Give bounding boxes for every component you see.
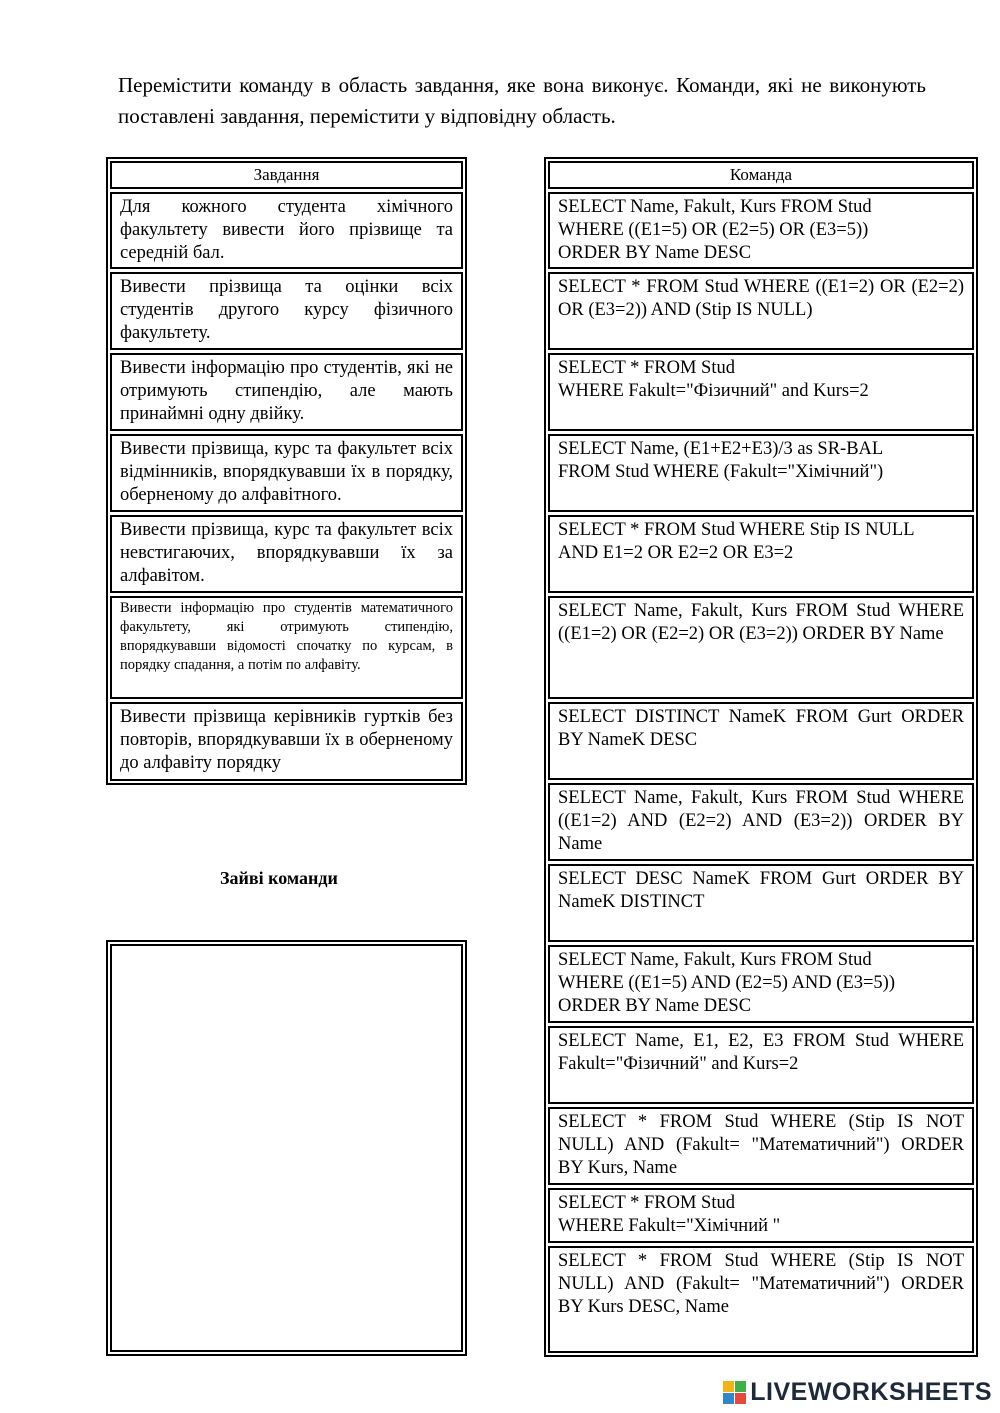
liveworksheets-logo-icon — [723, 1381, 746, 1404]
command-card-10[interactable]: SELECT Name, Fakult, Kurs FROM Stud WHERE ((E1=5) AND (E2=5) AND (E3=5)) ORDER BY Name DESC — [548, 945, 974, 1023]
logo-square-icon — [735, 1393, 746, 1404]
command-card-9[interactable]: SELECT DESC NameK FROM Gurt ORDER BY NameK DISTINCT — [548, 864, 974, 942]
watermark-text: LIVEWORKSHEETS — [750, 1378, 992, 1406]
command-card-2[interactable]: SELECT * FROM Stud WHERE ((E1=2) OR (E2=2) OR (E3=2)) AND (Stip IS NULL) — [548, 272, 974, 350]
task-drop-zone-1[interactable]: Для кожного студента хімічного факультету вивести його прізвище та середній бал. — [110, 192, 463, 269]
task-drop-zone-4[interactable]: Вивести прізвища, курс та факультет всіх відмінників, впорядкувавши їх в порядку, оберненому до алфавітного. — [110, 434, 463, 512]
command-card-5[interactable]: SELECT * FROM Stud WHERE Stip IS NULL AND E1=2 OR E2=2 OR E3=2 — [548, 515, 974, 593]
commands-header: Команда — [548, 161, 974, 189]
command-card-4[interactable]: SELECT Name, (E1+E2+E3)/3 as SR-BAL FROM Stud WHERE (Fakult="Хімічний") — [548, 434, 974, 512]
task-drop-zone-2[interactable]: Вивести прізвища та оцінки всіх студентів другого курсу фізичного факультету. — [110, 272, 463, 350]
command-card-8[interactable]: SELECT Name, Fakult, Kurs FROM Stud WHERE ((E1=2) AND (E2=2) AND (E3=2)) ORDER BY Name — [548, 783, 974, 861]
command-card-12[interactable]: SELECT * FROM Stud WHERE (Stip IS NOT NULL) AND (Fakult= "Математичний") ORDER BY Kurs, Name — [548, 1107, 974, 1185]
command-card-14[interactable]: SELECT * FROM Stud WHERE (Stip IS NOT NULL) AND (Fakult= "Математичний") ORDER BY Kurs DESC, Name — [548, 1246, 974, 1353]
logo-square-icon — [723, 1381, 734, 1392]
command-card-6[interactable]: SELECT Name, Fakult, Kurs FROM Stud WHERE ((E1=2) OR (E2=2) OR (E3=2)) ORDER BY Name — [548, 596, 974, 699]
task-drop-zone-7[interactable]: Вивести прізвища керівників гуртків без повторів, впорядкувавши їх в оберненому до алфавіту порядку — [110, 702, 463, 781]
liveworksheets-watermark — [723, 1378, 992, 1407]
logo-square-icon — [735, 1381, 746, 1392]
command-card-11[interactable]: SELECT Name, E1, E2, E3 FROM Stud WHERE Fakult="Фізичний" and Kurs=2 — [548, 1026, 974, 1104]
extra-commands-label: Зайві команди — [220, 868, 338, 888]
task-drop-zone-6[interactable]: Вивести інформацію про студентів математичного факультету, які отримують стипендію, впорядкувавши відомості спочатку по курсам, в порядку спадання, а потім по алфавіту. — [110, 596, 463, 699]
command-card-1[interactable]: SELECT Name, Fakult, Kurs FROM Stud WHERE ((E1=5) OR (E2=5) OR (E3=5)) ORDER BY Name DESC — [548, 192, 974, 269]
command-card-13[interactable]: SELECT * FROM Stud WHERE Fakult="Хімічний " — [548, 1188, 974, 1243]
task-drop-zone-3[interactable]: Вивести інформацію про студентів, які не отримують стипендію, але мають принаймні одну двійку. — [110, 353, 463, 431]
instructions-text: Перемістити команду в область завдання, яке вона виконує. Команди, які не виконують поставлені завдання, перемістити у відповідну область. — [118, 73, 926, 128]
extra-commands-drop-zone[interactable] — [110, 944, 463, 1352]
command-card-3[interactable]: SELECT * FROM Stud WHERE Fakult="Фізичний" and Kurs=2 — [548, 353, 974, 431]
task-drop-zone-5[interactable]: Вивести прізвища, курс та факультет всіх невстигаючих, впорядкувавши їх за алфавітом. — [110, 515, 463, 593]
logo-square-icon — [723, 1393, 734, 1404]
tasks-header: Завдання — [110, 161, 463, 189]
command-card-7[interactable]: SELECT DISTINCT NameK FROM Gurt ORDER BY NameK DESC — [548, 702, 974, 780]
